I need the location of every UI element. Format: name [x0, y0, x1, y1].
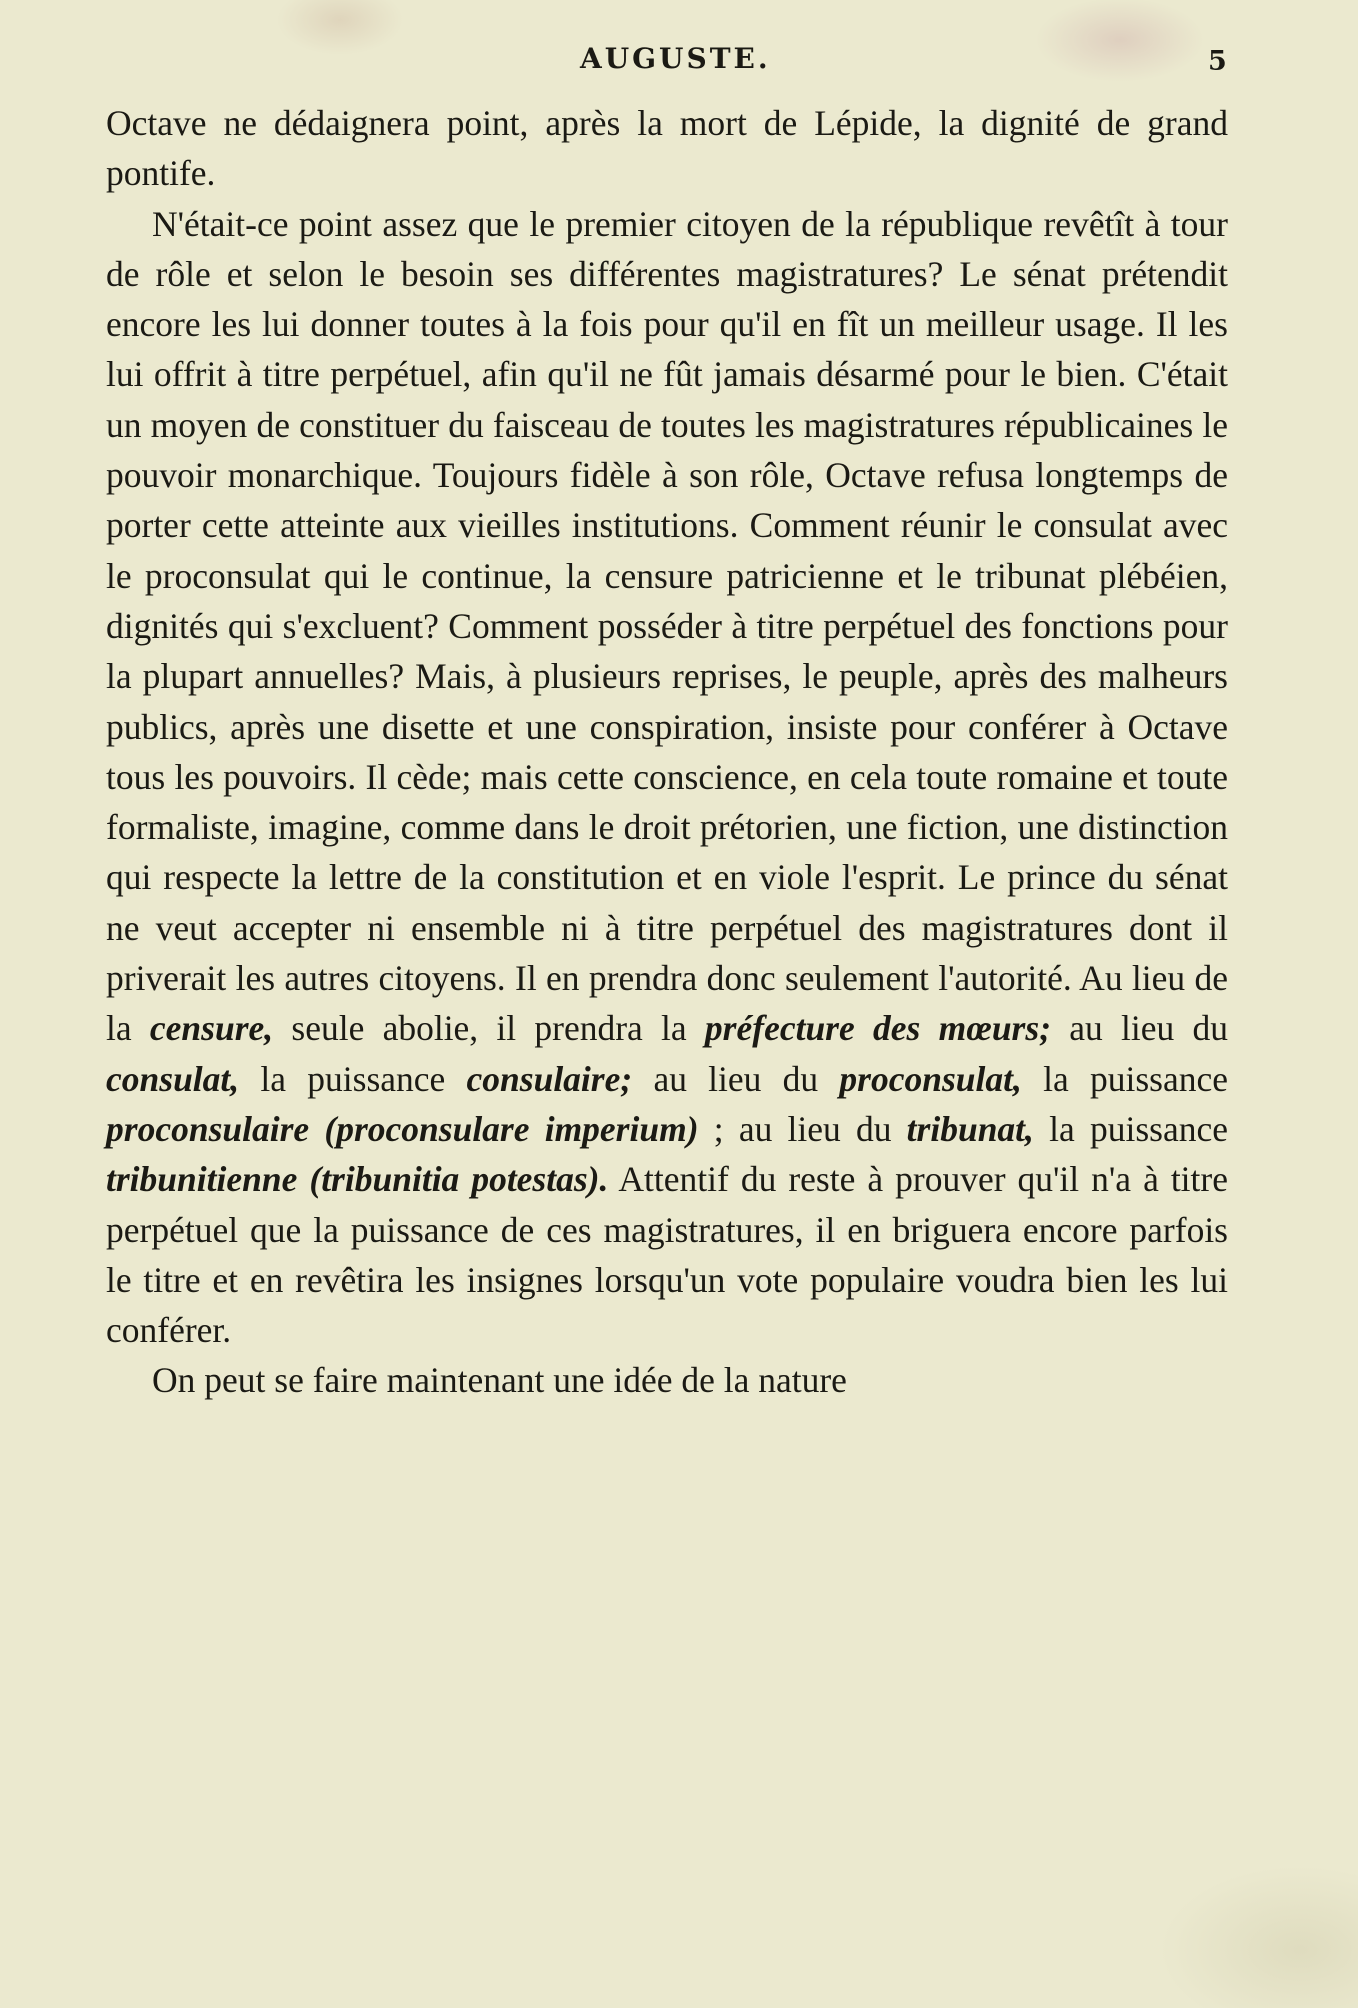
- paragraph-3: [106, 1355, 1228, 1405]
- text-run: seule abolie, il prendra la: [273, 1008, 705, 1049]
- italic-term: proconsulat,: [839, 1058, 1022, 1099]
- body-text: [106, 98, 1228, 1406]
- running-title: AUGUSTE.: [580, 42, 771, 75]
- text-run: N'était-ce point assez que le premier citoyen de la république revêtît à tour de rôle et selon le besoin ses différentes magistratures? Le sénat prétendit encore les lui donner toutes à la fois pour qu'il en fît un meilleur usage. Il les lui offrit à titre perpétuel, afin qu'il ne fût jamais désarmé pour le bien. C'était un moyen de constituer du faisceau de toutes les magistratures républicaines le pouvoir monarchique. Toujours fidèle à son rôle, Octave refusa longtemps de porter cette atteinte aux vieilles institutions. Comment réunir le consulat avec le proconsulat qui le continue, la censure patricienne et le tribunat plébéien, dignités qui s'excluent? Comment posséder à titre perpétuel des fonctions pour la plupart annuelles? Mais, à plusieurs reprises, le peuple, après des malheurs publics, après une disette et une conspiration, insiste pour conférer à Octave tous les pouvoirs. Il cède; mais cette conscience, en cela toute romaine et toute formaliste, imagine, comme dans le droit prétorien, une fiction, une distinction qui respecte la lettre de la constitution et en viole l'esprit. Le prince du sénat ne veut accepter ni ensemble ni à titre perpétuel des magistratures dont il priverait les autres citoyens. Il en prendra donc seulement l'autorité. Au lieu de la: [106, 203, 1228, 1049]
- text-run: au lieu du: [632, 1058, 840, 1099]
- paragraph-2: [106, 199, 1228, 1356]
- italic-term: tribunitienne (tribunitia potestas).: [106, 1159, 609, 1200]
- italic-term: censure,: [149, 1008, 274, 1049]
- italic-term: préfecture des mœurs;: [704, 1008, 1052, 1049]
- text-run: Attentif du reste à prouver qu'il n'a à titre perpétuel que la puissance de ces magistratures, il en briguera encore parfois le titre et en revêtira les insignes lorsqu'un vote populaire voudra bien les lui conférer.: [106, 1159, 1228, 1351]
- text-run: la puissance: [239, 1058, 467, 1099]
- running-header: [0, 42, 1358, 82]
- paragraph-1-text: Octave ne dédaignera point, après la mort de Lépide, la dignité de grand pontife.: [106, 103, 1228, 194]
- italic-term: consulaire;: [466, 1058, 633, 1099]
- text-run: au lieu du: [1051, 1008, 1228, 1049]
- italic-term: consulat,: [106, 1058, 240, 1099]
- paragraph-1: [106, 98, 1228, 199]
- text-run: la puissance: [1033, 1108, 1228, 1149]
- text-run: ; au lieu du: [698, 1108, 907, 1149]
- page-number: 5: [1208, 46, 1227, 77]
- text-run: la puissance: [1021, 1058, 1228, 1099]
- italic-term: proconsulaire (proconsulare imperium): [106, 1108, 699, 1149]
- italic-term: tribunat,: [906, 1108, 1034, 1149]
- paragraph-3-text: On peut se faire maintenant une idée de la nature: [152, 1360, 847, 1401]
